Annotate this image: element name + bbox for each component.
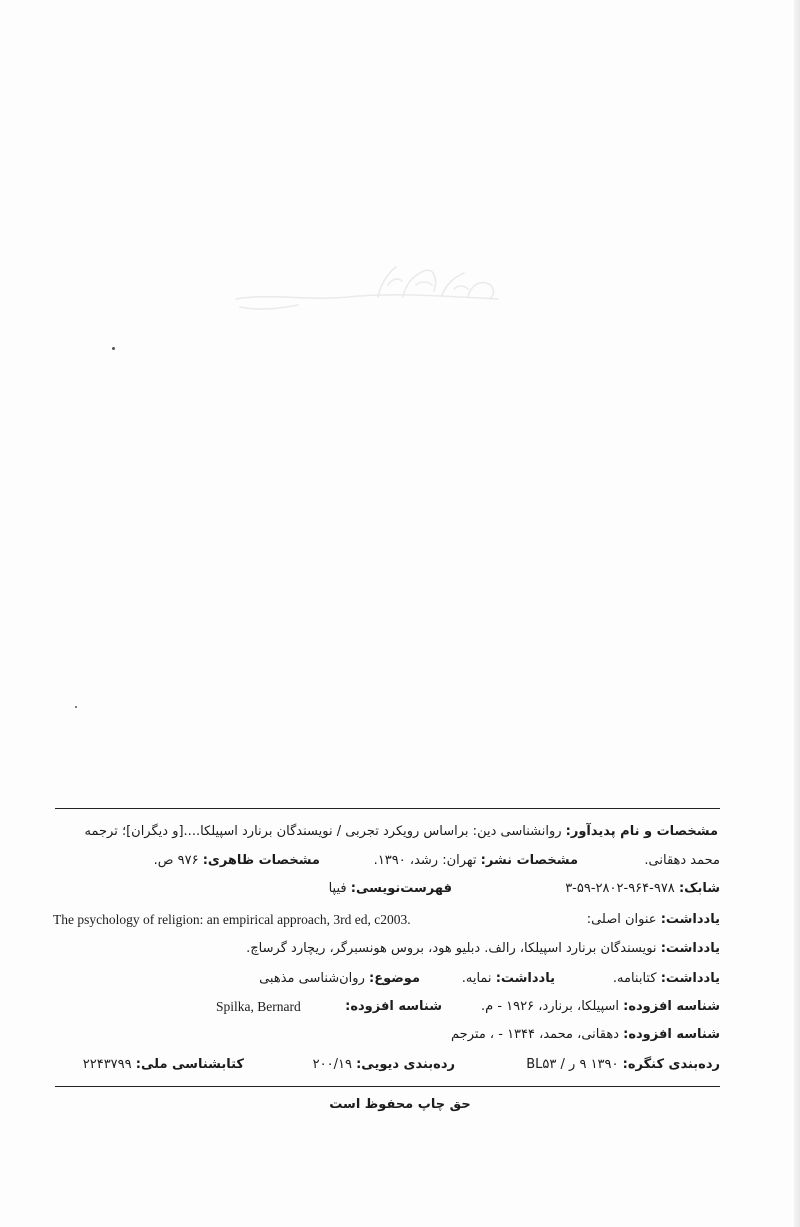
note2-value: نویسندگان برنارد اسپیلکا، رالف. دبلیو هود، بروس هونسبرگر، ریچارد گرساچ. <box>246 941 657 956</box>
subject-line <box>259 970 420 988</box>
added2-value: Spilka, Bernard <box>216 999 301 1014</box>
cip-line <box>329 880 452 898</box>
note3-line <box>613 970 720 988</box>
calligraphic-stamp-icon <box>228 255 513 320</box>
isbn-value: ۹۷۸-۹۶۴-۲۸۰۲-۵۹-۳ <box>565 881 675 896</box>
paper-speck <box>112 347 115 350</box>
note1-label: یادداشت: <box>660 912 720 927</box>
note2-label: یادداشت: <box>660 941 720 956</box>
physical-line <box>154 852 320 870</box>
physical-value: ۹۷۶ ص. <box>153 853 199 868</box>
dewey-line <box>313 1056 455 1074</box>
dewey-value: ۲۰۰/۱۹ <box>312 1057 352 1072</box>
copyright-notice: حق چاپ محفوظ است <box>329 1097 471 1112</box>
note4-line <box>462 970 555 988</box>
national-label: کتابشناسی ملی: <box>135 1057 244 1072</box>
note4-value: نمایه. <box>461 971 492 986</box>
isbn-line <box>565 880 720 898</box>
lc-value: ۱۳۹۰ ۹ ر / BL۵۳ <box>526 1057 619 1072</box>
publication-value: تهران: رشد، ۱۳۹۰. <box>373 853 477 868</box>
added1-line <box>481 998 720 1016</box>
note3-label: یادداشت: <box>660 971 720 986</box>
added2-label <box>345 998 442 1016</box>
top-rule <box>55 808 720 809</box>
paper-speck <box>75 706 77 708</box>
bottom-rule <box>55 1086 720 1087</box>
dewey-label: رده‌بندی دیویی: <box>356 1057 455 1072</box>
lc-label: رده‌بندی کنگره: <box>622 1057 720 1072</box>
added2-label-text: شناسه افزوده: <box>345 999 442 1014</box>
page-edge-shadow <box>794 0 800 1227</box>
cip-label: فهرست‌نویسی: <box>350 881 452 896</box>
note2-line <box>246 940 720 958</box>
note3-value: کتابنامه. <box>612 971 657 986</box>
creator-value: روانشناسی دین: براساس رویکرد تجربی / نویسندگان برنارد اسپیلکا....[و دیگران]؛ ترجمه <box>84 824 562 839</box>
publication-label: مشخصات نشر: <box>480 853 578 868</box>
isbn-label: شابک: <box>678 881 720 896</box>
added3-value: دهقانی، محمد، ۱۳۴۴ - ، مترجم <box>451 1027 619 1042</box>
added1-label: شناسه افزوده: <box>623 999 720 1014</box>
national-value: ۲۲۴۳۷۹۹ <box>82 1057 132 1072</box>
national-line <box>83 1056 244 1074</box>
physical-label: مشخصات ظاهری: <box>202 853 320 868</box>
added3-line <box>451 1026 720 1044</box>
added1-value: اسپیلکا، برنارد، ۱۹۲۶ - م. <box>481 999 619 1014</box>
added3-label: شناسه افزوده: <box>623 1027 720 1042</box>
note1-line <box>587 911 720 929</box>
subject-label: موضوع: <box>369 971 420 986</box>
note1-value: عنوان اصلی: <box>586 912 657 927</box>
original-title: The psychology of religion: an empirical approach, 3rd ed, c2003. <box>53 912 411 927</box>
subject-value: روان‌شناسی مذهبی <box>259 971 365 986</box>
note4-label: یادداشت: <box>495 971 555 986</box>
creator-line <box>85 823 719 841</box>
publication-line <box>374 852 578 870</box>
cip-value: فیپا <box>328 881 347 896</box>
translator-value: محمد دهقانی. <box>644 853 720 868</box>
creator-label: مشخصات و نام پدیدآور: <box>565 824 718 839</box>
lc-line <box>526 1056 720 1074</box>
